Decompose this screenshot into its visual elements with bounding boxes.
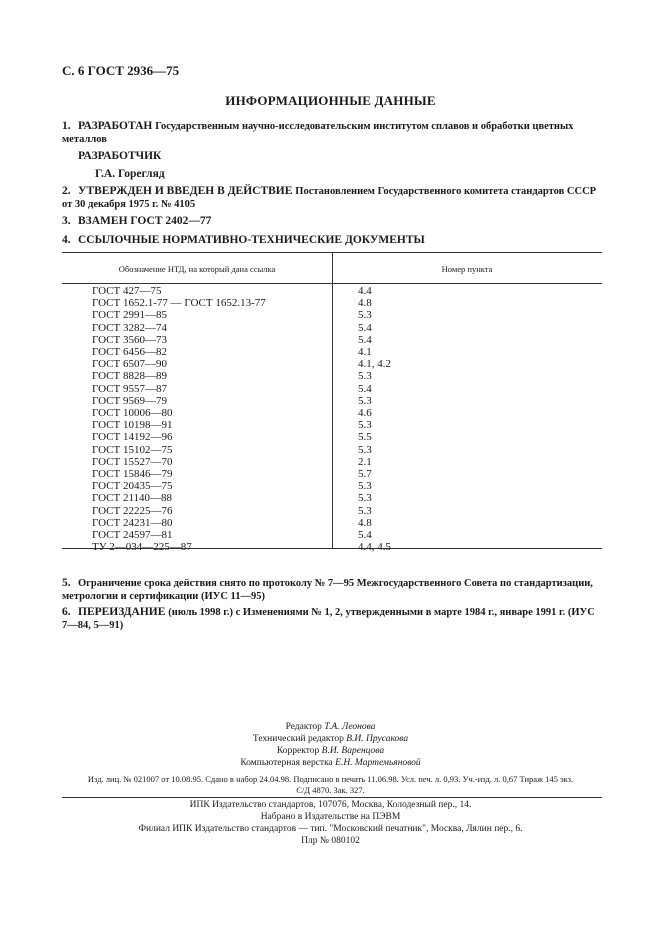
table-header-document: Обозначение НТД, на который дана ссылка: [118, 264, 276, 274]
table-cell-clause: 5.3: [358, 480, 372, 493]
table-cell-clause: 4.6: [358, 407, 372, 419]
section-6: [62, 606, 602, 632]
table-cell-clause: 5.3: [358, 504, 372, 517]
table-column-divider: [332, 252, 333, 548]
table-cell-document: ГОСТ 24597—81: [92, 529, 173, 541]
section-3-number: 3.: [62, 215, 71, 227]
table-cell-document: ГОСТ 6507—90: [92, 358, 167, 371]
section-6-text: (июль 1998 г.) с Изменениями № 1, 2, утвержденными в марте 1984 г., январе 1991 г. (ИУС 7—84, 5—91): [62, 607, 595, 631]
section-4: [62, 234, 602, 247]
section-4-lead: ССЫЛОЧНЫЕ НОРМАТИВНО-ТЕХНИЧЕСКИЕ ДОКУМЕНТЫ: [78, 234, 425, 246]
table-cell-document: ГОСТ 21140—88: [92, 492, 173, 505]
publisher-line-4: Плр № 080102: [301, 836, 360, 846]
table-cell-document: ГОСТ 3560—73: [92, 333, 167, 346]
table-cell-clause: 5.3: [358, 370, 372, 383]
table-cell-document: ГОСТ 15527—70: [92, 455, 173, 468]
publisher-line-1: ИПК Издательство стандартов, 107076, Москва, Колодезный пер., 14.: [189, 800, 472, 810]
table-header-clause: Номер пункта: [441, 264, 493, 274]
table-cell-document: ГОСТ 15102—75: [92, 443, 173, 456]
developer-label-text: РАЗРАБОТЧИК: [78, 150, 162, 162]
table-cell-clause: 5.3: [358, 394, 372, 407]
table-cell-document: ГОСТ 15846—79: [92, 468, 173, 480]
table-cell-document: ГОСТ 3282—74: [92, 321, 167, 334]
section-3: [62, 215, 602, 228]
colophon-rule: [62, 797, 602, 798]
table-cell-clause: 5.3: [358, 309, 372, 322]
editor-line: [0, 722, 661, 734]
table-cell-clause: 4.1: [358, 346, 372, 358]
layout-label: Компьютерная верстка: [240, 758, 333, 768]
section-2: [62, 185, 602, 211]
table-cell-clause: 5.7: [358, 468, 372, 480]
table-cell-clause: 5.4: [358, 529, 372, 541]
table-cell-document: ГОСТ 8828—89: [92, 370, 167, 383]
table-cell-document: ГОСТ 10006—80: [92, 407, 173, 419]
section-2-number: 2.: [62, 185, 71, 197]
table-cell-clause: 5.3: [358, 419, 372, 432]
section-6-number: 6.: [62, 606, 71, 618]
table-cell-document: ГОСТ 9569—79: [92, 394, 167, 407]
table-cell-clause: 2.1: [358, 455, 372, 468]
section-1-number: 1.: [62, 120, 71, 132]
table-cell-document: ТУ 2—034—225—87: [92, 541, 192, 554]
table-cell-clause: 5.4: [358, 321, 372, 334]
editor-label: Редактор: [285, 722, 322, 732]
section-4-number: 4.: [62, 234, 71, 246]
section-2-text: Постановлением Государственного комитета стандартов СССР от 30 декабря 1975 г. № 4105: [62, 186, 597, 210]
table-cell-clause: 5.4: [358, 382, 372, 395]
layout-line: [0, 758, 661, 770]
table-cell-clause: 5.5: [358, 431, 372, 444]
section-3-lead: ВЗАМЕН ГОСТ 2402—77: [78, 215, 212, 227]
proofreader-line: [0, 746, 661, 758]
section-5-text: Ограничение срока действия снято по протоколу № 7—95 Межгосударственного Совета по стандартизации, метрологии и сертификации (ИУС 11—95): [62, 578, 593, 602]
section-1: [62, 120, 602, 146]
section-1-lead: РАЗРАБОТАН: [78, 120, 153, 132]
layout-name: Е.Н. Мартемьяновой: [335, 758, 421, 768]
section-5: [62, 577, 602, 603]
section-1-text: Государственным научно-исследовательским институтом сплавов и обработки цветных металлов: [62, 121, 574, 145]
table-cell-clause: 4.8: [358, 516, 372, 529]
print-info-1: Изд. лиц. № 021007 от 10.08.95. Сдано в набор 24.04.98. Подписано в печать 11.06.98. Усл. печ. л. 0,93. Уч.-изд. л. 0,67 Тираж 145 экз.: [87, 774, 574, 784]
section-2-lead: УТВЕРЖДЕН И ВВЕДЕН В ДЕЙСТВИЕ: [78, 185, 293, 197]
table-cell-document: ГОСТ 10198—91: [92, 419, 173, 432]
editor-name: Т.А. Леонова: [324, 722, 376, 732]
print-info-2: С/Д 4870. Зак. 327.: [296, 785, 365, 795]
publisher-line-3: Филиал ИПК Издательство стандартов — тип. "Московский печатник", Москва, Лялин пер., 6.: [138, 824, 523, 834]
table-cell-document: ГОСТ 20435—75: [92, 480, 173, 493]
tech-editor-line: [0, 734, 661, 746]
page-header: С. 6 ГОСТ 2936—75: [62, 63, 180, 78]
page-title: ИНФОРМАЦИОННЫЕ ДАННЫЕ: [225, 93, 436, 108]
table-cell-clause: 5.3: [358, 492, 372, 505]
table-cell-clause: 4.1, 4.2: [358, 358, 391, 371]
table-cell-document: ГОСТ 24231—80: [92, 516, 173, 529]
table-cell-document: ГОСТ 6456—82: [92, 346, 167, 358]
publisher-line-2: Набрано в Издательстве на ПЭВМ: [260, 812, 401, 822]
table-cell-document: ГОСТ 427—75: [92, 285, 162, 297]
table-cell-document: ГОСТ 22225—76: [92, 504, 173, 517]
table-cell-clause: 5.4: [358, 333, 372, 346]
table-cell-document: ГОСТ 2991—85: [92, 309, 167, 322]
table-cell-clause: 4.4, 4.5: [358, 541, 391, 554]
proofreader-label: Корректор: [276, 746, 320, 756]
developer-label: [62, 150, 602, 163]
section-6-lead: ПЕРЕИЗДАНИЕ: [78, 606, 166, 618]
tech-editor-label: Технический редактор: [252, 734, 344, 744]
developer-name: Г.А. Горегляд: [95, 168, 165, 180]
tech-editor-name: В.И. Прусакова: [346, 734, 409, 744]
table-cell-clause: 5.3: [358, 443, 372, 456]
table-cell-clause: 4.8: [358, 297, 372, 310]
table-cell-document: ГОСТ 1652.1-77 — ГОСТ 1652.13-77: [92, 297, 266, 310]
table-cell-document: ГОСТ 9557—87: [92, 382, 167, 395]
table-cell-document: ГОСТ 14192—96: [92, 431, 173, 444]
section-5-number: 5.: [62, 577, 71, 589]
proofreader-name: В.И. Варенцова: [321, 746, 385, 756]
table-cell-clause: 4.4: [358, 285, 372, 297]
